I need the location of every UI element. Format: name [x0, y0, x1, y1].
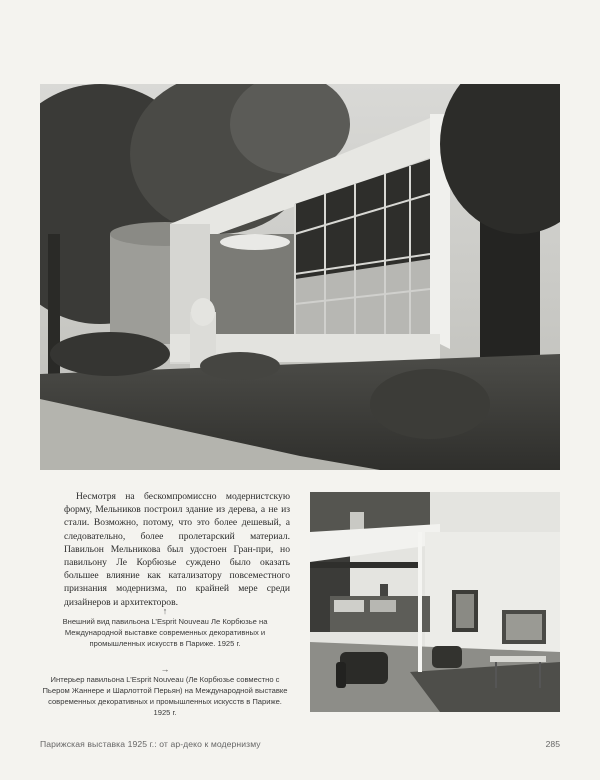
page-number: 285	[545, 739, 560, 749]
arrow-right-icon: →	[160, 664, 170, 674]
caption-interior	[40, 664, 290, 718]
caption-interior-text: Интерьер павильона L’Esprit Nouveau (Ле Корбюзье совместно с Пьером Жаннере и Шарлоттой Перьян) на Международной выставке современных декоративных и промышленных искусств в Париже. 1925 г.	[42, 675, 288, 717]
body-paragraph: Несмотря на бескомпромиссно модернистскую форму, Мельников построил здание из дерева, а не из стали. Возможно, потому, что это более дешевый, а следовательно, более пролетарский материал. Павильон Мельникова был удостоен Гран-при, но павильону Ле Корбюзье суждено было оказать большее влияние как катализатору повсеместного признания модернизма, по крайней мере среди дизайнеров и архитекторов.	[64, 491, 290, 608]
pavilion-interior-photo	[310, 492, 560, 712]
arrow-up-icon: ↑	[162, 606, 168, 616]
running-footer-title: Парижская выставка 1925 г.: от ар-деко к модернизму	[40, 739, 261, 749]
caption-exterior-text: Внешний вид павильона L’Esprit Nouveau Ле Корбюзье на Международной выставке современных декоративных и промышленных искусств в Париже. 1925 г.	[62, 617, 268, 648]
pavilion-exterior-photo	[40, 84, 560, 470]
caption-exterior	[40, 606, 290, 649]
